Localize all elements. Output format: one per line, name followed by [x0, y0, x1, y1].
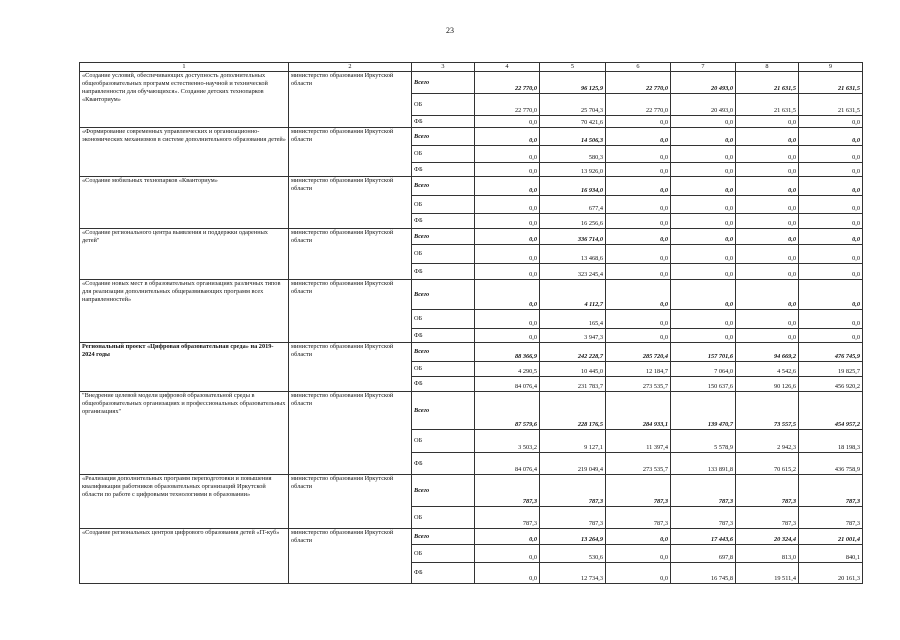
funding-source-cell: Всего [412, 72, 475, 94]
amount-cell: 787,3 [540, 475, 606, 507]
amount-cell: 0,0 [799, 128, 863, 146]
amount-cell: 0,0 [736, 196, 799, 214]
amount-cell: 0,0 [475, 529, 540, 545]
amount-cell: 0,0 [671, 280, 736, 310]
amount-cell: 0,0 [606, 545, 671, 563]
responsible-cell: министерство образования Иркутской области [289, 229, 412, 280]
amount-cell: 0,0 [606, 146, 671, 163]
event-name-cell: «Реализация дополнительных программ переподготовки и повышения квалификации работников образовательных организаций Иркутской области по работе с цифровыми технологиями в образовании» [80, 475, 289, 529]
column-header: 5 [540, 63, 606, 72]
funding-source-cell: ОБ [412, 245, 475, 264]
amount-cell: 0,0 [606, 529, 671, 545]
amount-cell: 273 535,7 [606, 377, 671, 392]
event-name-cell: "Внедрение целевой модели цифровой образовательной среды в общеобразовательных организациях и профессиональных образовательных организациях" [80, 392, 289, 475]
amount-cell: 0,0 [475, 280, 540, 310]
amount-cell: 0,0 [475, 177, 540, 196]
amount-cell: 0,0 [606, 245, 671, 264]
funding-source-cell: Всего [412, 128, 475, 146]
amount-cell: 21 631,5 [799, 72, 863, 94]
amount-cell: 273 535,7 [606, 453, 671, 475]
amount-cell: 88 366,9 [475, 343, 540, 362]
amount-cell: 0,0 [799, 229, 863, 245]
amount-cell: 840,1 [799, 545, 863, 563]
amount-cell: 0,0 [736, 214, 799, 229]
column-header: 7 [671, 63, 736, 72]
amount-cell: 0,0 [671, 264, 736, 280]
amount-cell: 0,0 [671, 128, 736, 146]
amount-cell: 228 176,5 [540, 392, 606, 430]
event-name-cell: «Формирование современных управленческих и организационно-экономических механизмов в системе дополнительного образования детей» [80, 128, 289, 177]
amount-cell: 13 264,9 [540, 529, 606, 545]
amount-cell: 139 470,7 [671, 392, 736, 430]
table-row [80, 343, 863, 362]
amount-cell: 96 125,9 [540, 72, 606, 94]
amount-cell: 3 947,3 [540, 329, 606, 343]
event-name-cell: «Создание условий, обеспечивающих доступность дополнительных общеобразовательных программ естественно-научной и технической направленности для обучающихся». Создание детских технопарков «Кванториум» [80, 72, 289, 128]
amount-cell: 0,0 [736, 280, 799, 310]
column-header: 8 [736, 63, 799, 72]
column-header: 2 [289, 63, 412, 72]
amount-cell: 456 920,2 [799, 377, 863, 392]
amount-cell: 20 493,0 [671, 72, 736, 94]
amount-cell: 14 506,3 [540, 128, 606, 146]
amount-cell: 0,0 [606, 310, 671, 329]
funding-source-cell: ФБ [412, 116, 475, 128]
amount-cell: 18 198,3 [799, 430, 863, 453]
amount-cell: 0,0 [475, 310, 540, 329]
funding-source-cell: Всего [412, 229, 475, 245]
funding-source-cell: ФБ [412, 264, 475, 280]
amount-cell: 2 942,3 [736, 430, 799, 453]
amount-cell: 219 049,4 [540, 453, 606, 475]
funding-source-cell: Всего [412, 177, 475, 196]
amount-cell: 12 734,3 [540, 563, 606, 584]
amount-cell: 19 511,4 [736, 563, 799, 584]
amount-cell: 580,3 [540, 146, 606, 163]
amount-cell: 0,0 [736, 329, 799, 343]
amount-cell: 0,0 [736, 229, 799, 245]
amount-cell: 10 445,0 [540, 362, 606, 377]
amount-cell: 22 770,0 [475, 72, 540, 94]
amount-cell: 4 112,7 [540, 280, 606, 310]
amount-cell: 0,0 [671, 163, 736, 177]
amount-cell: 70 421,6 [540, 116, 606, 128]
amount-cell: 0,0 [475, 196, 540, 214]
funding-source-cell: ОБ [412, 146, 475, 163]
event-name-cell: «Создание региональных центров цифрового образования детей «IT-куб» [80, 529, 289, 584]
amount-cell: 0,0 [799, 116, 863, 128]
amount-cell: 0,0 [736, 163, 799, 177]
column-header: 3 [412, 63, 475, 72]
amount-cell: 0,0 [671, 146, 736, 163]
amount-cell: 0,0 [606, 563, 671, 584]
amount-cell: 21 631,5 [799, 94, 863, 116]
table-row [80, 280, 863, 310]
table-row [80, 529, 863, 545]
amount-cell: 133 891,8 [671, 453, 736, 475]
amount-cell: 0,0 [736, 128, 799, 146]
amount-cell: 813,0 [736, 545, 799, 563]
table-row [80, 128, 863, 146]
table-row [80, 392, 863, 430]
amount-cell: 0,0 [606, 280, 671, 310]
amount-cell: 17 443,6 [671, 529, 736, 545]
amount-cell: 787,3 [606, 475, 671, 507]
amount-cell: 0,0 [671, 329, 736, 343]
amount-cell: 0,0 [799, 245, 863, 264]
amount-cell: 787,3 [475, 475, 540, 507]
table-row [80, 177, 863, 196]
funding-source-cell: Всего [412, 392, 475, 430]
responsible-cell: министерство образования Иркутской области [289, 475, 412, 529]
amount-cell: 84 076,4 [475, 377, 540, 392]
funding-source-cell: ФБ [412, 377, 475, 392]
amount-cell: 4 290,5 [475, 362, 540, 377]
column-header: 6 [606, 63, 671, 72]
column-header: 9 [799, 63, 863, 72]
header-row [80, 63, 863, 72]
funding-source-cell: ФБ [412, 329, 475, 343]
amount-cell: 150 637,6 [671, 377, 736, 392]
amount-cell: 454 957,2 [799, 392, 863, 430]
responsible-cell: министерство образования Иркутской области [289, 392, 412, 475]
amount-cell: 0,0 [475, 264, 540, 280]
amount-cell: 22 770,0 [606, 72, 671, 94]
amount-cell: 0,0 [671, 214, 736, 229]
table-row [80, 72, 863, 94]
amount-cell: 0,0 [799, 214, 863, 229]
amount-cell: 0,0 [606, 229, 671, 245]
amount-cell: 0,0 [606, 116, 671, 128]
amount-cell: 94 669,2 [736, 343, 799, 362]
amount-cell: 21 631,5 [736, 72, 799, 94]
amount-cell: 5 578,9 [671, 430, 736, 453]
amount-cell: 20 161,3 [799, 563, 863, 584]
amount-cell: 0,0 [475, 214, 540, 229]
budget-table [79, 62, 863, 584]
amount-cell: 697,8 [671, 545, 736, 563]
funding-source-cell: ОБ [412, 362, 475, 377]
responsible-cell: министерство образования Иркутской области [289, 177, 412, 229]
column-header: 1 [80, 63, 289, 72]
amount-cell: 0,0 [475, 329, 540, 343]
event-name-cell: Региональный проект «Цифровая образовательная среда» на 2019-2024 годы [80, 343, 289, 392]
amount-cell: 0,0 [475, 563, 540, 584]
amount-cell: 476 745,9 [799, 343, 863, 362]
funding-source-cell: ОБ [412, 430, 475, 453]
funding-source-cell: Всего [412, 343, 475, 362]
funding-source-cell: ФБ [412, 563, 475, 584]
amount-cell: 787,3 [799, 507, 863, 529]
amount-cell: 25 704,3 [540, 94, 606, 116]
funding-source-cell: Всего [412, 529, 475, 545]
amount-cell: 0,0 [606, 128, 671, 146]
table-row [80, 229, 863, 245]
event-name-cell: «Создание мобильных технопарков «Кванториум» [80, 177, 289, 229]
funding-source-cell: ФБ [412, 453, 475, 475]
amount-cell: 3 503,2 [475, 430, 540, 453]
amount-cell: 231 783,7 [540, 377, 606, 392]
amount-cell: 165,4 [540, 310, 606, 329]
page-number: 23 [446, 26, 454, 35]
amount-cell: 0,0 [799, 177, 863, 196]
amount-cell: 787,3 [540, 507, 606, 529]
amount-cell: 0,0 [475, 545, 540, 563]
amount-cell: 0,0 [671, 245, 736, 264]
amount-cell: 16 745,8 [671, 563, 736, 584]
amount-cell: 787,3 [671, 475, 736, 507]
amount-cell: 0,0 [736, 146, 799, 163]
amount-cell: 21 631,5 [736, 94, 799, 116]
amount-cell: 12 184,7 [606, 362, 671, 377]
event-name-cell: «Создание новых мест в образовательных организациях различных типов для реализации дополнительных общеразвивающих программ всех направленностей» [80, 280, 289, 343]
responsible-cell: министерство образования Иркутской области [289, 72, 412, 128]
amount-cell: 90 126,6 [736, 377, 799, 392]
amount-cell: 436 758,9 [799, 453, 863, 475]
responsible-cell: министерство образования Иркутской области [289, 280, 412, 343]
amount-cell: 787,3 [475, 507, 540, 529]
amount-cell: 16 256,6 [540, 214, 606, 229]
funding-source-cell: ОБ [412, 310, 475, 329]
event-name-cell: «Создание регионального центра выявления и поддержки одаренных детей" [80, 229, 289, 280]
funding-source-cell: ОБ [412, 507, 475, 529]
amount-cell: 0,0 [475, 245, 540, 264]
amount-cell: 0,0 [736, 177, 799, 196]
amount-cell: 0,0 [799, 329, 863, 343]
responsible-cell: министерство образования Иркутской области [289, 128, 412, 177]
amount-cell: 787,3 [736, 475, 799, 507]
amount-cell: 0,0 [606, 329, 671, 343]
amount-cell: 0,0 [475, 163, 540, 177]
amount-cell: 4 542,6 [736, 362, 799, 377]
amount-cell: 84 076,4 [475, 453, 540, 475]
funding-source-cell: Всего [412, 280, 475, 310]
amount-cell: 0,0 [671, 310, 736, 329]
amount-cell: 11 397,4 [606, 430, 671, 453]
amount-cell: 87 579,6 [475, 392, 540, 430]
amount-cell: 0,0 [799, 310, 863, 329]
amount-cell: 677,4 [540, 196, 606, 214]
funding-source-cell: Всего [412, 475, 475, 507]
amount-cell: 0,0 [606, 214, 671, 229]
amount-cell: 0,0 [671, 116, 736, 128]
amount-cell: 787,3 [736, 507, 799, 529]
amount-cell: 242 228,7 [540, 343, 606, 362]
amount-cell: 285 720,4 [606, 343, 671, 362]
funding-source-cell: ОБ [412, 196, 475, 214]
amount-cell: 336 714,0 [540, 229, 606, 245]
table-row [80, 475, 863, 507]
amount-cell: 19 825,7 [799, 362, 863, 377]
amount-cell: 0,0 [799, 146, 863, 163]
column-header: 4 [475, 63, 540, 72]
amount-cell: 7 064,0 [671, 362, 736, 377]
amount-cell: 0,0 [475, 128, 540, 146]
amount-cell: 530,6 [540, 545, 606, 563]
responsible-cell: министерство образования Иркутской области [289, 529, 412, 584]
amount-cell: 13 926,0 [540, 163, 606, 177]
funding-source-cell: ФБ [412, 214, 475, 229]
funding-source-cell: ОБ [412, 545, 475, 563]
amount-cell: 0,0 [799, 163, 863, 177]
amount-cell: 20 324,4 [736, 529, 799, 545]
amount-cell: 787,3 [606, 507, 671, 529]
amount-cell: 787,3 [671, 507, 736, 529]
amount-cell: 0,0 [671, 177, 736, 196]
amount-cell: 20 493,0 [671, 94, 736, 116]
amount-cell: 9 127,1 [540, 430, 606, 453]
amount-cell: 0,0 [736, 264, 799, 280]
amount-cell: 0,0 [671, 229, 736, 245]
amount-cell: 0,0 [606, 196, 671, 214]
amount-cell: 73 557,5 [736, 392, 799, 430]
amount-cell: 13 468,6 [540, 245, 606, 264]
amount-cell: 787,3 [799, 475, 863, 507]
amount-cell: 0,0 [736, 116, 799, 128]
funding-source-cell: ОБ [412, 94, 475, 116]
amount-cell: 157 701,6 [671, 343, 736, 362]
funding-source-cell: ФБ [412, 163, 475, 177]
amount-cell: 0,0 [736, 245, 799, 264]
amount-cell: 70 615,2 [736, 453, 799, 475]
amount-cell: 22 770,0 [606, 94, 671, 116]
amount-cell: 284 933,1 [606, 392, 671, 430]
amount-cell: 16 934,0 [540, 177, 606, 196]
amount-cell: 0,0 [475, 146, 540, 163]
amount-cell: 0,0 [606, 163, 671, 177]
responsible-cell: министерство образования Иркутской области [289, 343, 412, 392]
amount-cell: 0,0 [799, 264, 863, 280]
amount-cell: 0,0 [475, 116, 540, 128]
amount-cell: 0,0 [799, 280, 863, 310]
amount-cell: 0,0 [736, 310, 799, 329]
amount-cell: 323 245,4 [540, 264, 606, 280]
amount-cell: 21 001,4 [799, 529, 863, 545]
amount-cell: 0,0 [606, 177, 671, 196]
amount-cell: 0,0 [475, 229, 540, 245]
amount-cell: 22 770,0 [475, 94, 540, 116]
amount-cell: 0,0 [799, 196, 863, 214]
amount-cell: 0,0 [671, 196, 736, 214]
amount-cell: 0,0 [606, 264, 671, 280]
